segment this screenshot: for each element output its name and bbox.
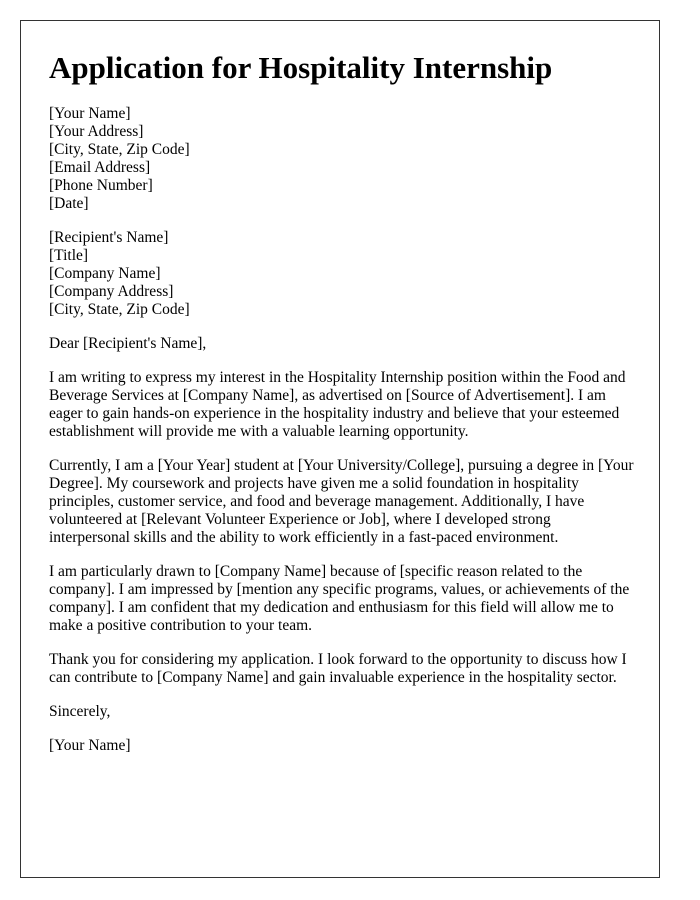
recipient-address-block (49, 229, 631, 319)
salutation: Dear [Recipient's Name], (49, 335, 207, 352)
body-paragraph-3: I am particularly drawn to [Company Name] because of [specific reason related to the company]. I am impressed by [mention any specific programs, values, or achievements of the company]. I am confident that my dedication and enthusiasm for this field will allow me to make a positive contribution to your team. (49, 563, 630, 634)
body-paragraph-2: Currently, I am a [Your Year] student at [Your University/College], pursuing a degree in [Your Degree]. My coursework and projects have given me a solid foundation in hospitality principles, customer service, and food and beverage management. Additionally, I have volunteered at [Relevant Volunteer Experience or Job], where I developed strong interpersonal skills and the ability to work efficiently in a fast-paced environment. (49, 457, 634, 546)
recipient-name: [Recipient's Name] (49, 229, 169, 246)
letter-title: Application for Hospitality Internship (49, 50, 553, 85)
sender-email: [Email Address] (49, 159, 151, 176)
sender-address: [Your Address] (49, 123, 144, 140)
recipient-title: [Title] (49, 247, 89, 264)
recipient-city-state-zip: [City, State, Zip Code] (49, 301, 190, 318)
sender-address-block (49, 105, 631, 213)
body-paragraph-1: I am writing to express my interest in the Hospitality Internship position within the Food and Beverage Services at [Company Name], as advertised on [Source of Advertisement]. I am eager to gain hands-on experience in the hospitality industry and believe that your esteemed establishment will provide me with a valuable learning opportunity. (49, 369, 626, 440)
body-paragraph-4: Thank you for considering my application. I look forward to the opportunity to discuss how I can contribute to [Company Name] and gain invaluable experience in the hospitality sector. (49, 651, 627, 686)
sender-phone: [Phone Number] (49, 177, 153, 194)
letter-page (20, 20, 660, 878)
recipient-company-address: [Company Address] (49, 283, 174, 300)
letter-date: [Date] (49, 195, 89, 212)
sender-city-state-zip: [City, State, Zip Code] (49, 141, 190, 158)
closing: Sincerely, (49, 703, 111, 720)
recipient-company-name: [Company Name] (49, 265, 161, 282)
signature-name: [Your Name] (49, 737, 131, 754)
sender-name: [Your Name] (49, 105, 131, 122)
